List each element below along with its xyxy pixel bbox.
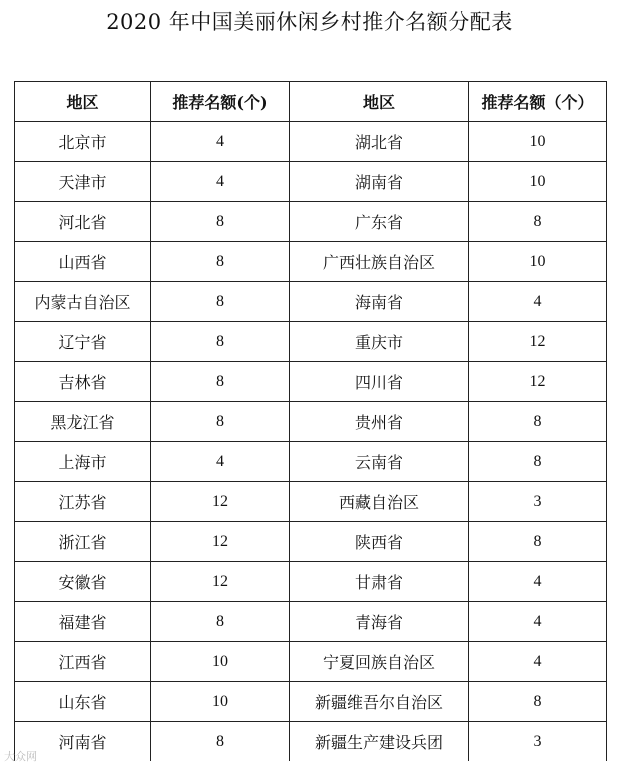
region-right-cell: 贵州省 [290,402,469,442]
table-row [15,682,607,722]
header-region-right: 地区 [290,82,469,122]
region-left-cell: 山东省 [15,682,151,722]
quota-right-cell: 12 [469,322,607,362]
quota-left-cell: 8 [151,722,290,762]
table-row [15,402,607,442]
region-right-cell: 广西壮族自治区 [290,242,469,282]
quota-left-cell: 8 [151,242,290,282]
table-row [15,162,607,202]
table-row [15,722,607,762]
quota-right-cell: 4 [469,282,607,322]
region-right-cell: 陕西省 [290,522,469,562]
table-row [15,362,607,402]
table-row [15,442,607,482]
region-left-cell: 河北省 [15,202,151,242]
quota-right-cell: 8 [469,202,607,242]
header-quota-right: 推荐名额（个） [469,82,607,122]
quota-right-cell: 3 [469,722,607,762]
table-row [15,522,607,562]
quota-left-cell: 12 [151,562,290,602]
region-right-cell: 云南省 [290,442,469,482]
region-right-cell: 四川省 [290,362,469,402]
region-right-cell: 宁夏回族自治区 [290,642,469,682]
quota-left-cell: 8 [151,322,290,362]
watermark: 大众网 [4,750,37,763]
header-region-left: 地区 [15,82,151,122]
quota-left-cell: 8 [151,602,290,642]
region-left-cell: 河南省 [15,722,151,762]
region-right-cell: 湖南省 [290,162,469,202]
quota-left-cell: 12 [151,522,290,562]
region-left-cell: 福建省 [15,602,151,642]
table-row [15,562,607,602]
table-row [15,482,607,522]
quota-left-cell: 8 [151,362,290,402]
region-left-cell: 天津市 [15,162,151,202]
region-right-cell: 西藏自治区 [290,482,469,522]
quota-table [14,81,607,761]
table-row [15,602,607,642]
quota-left-cell: 8 [151,402,290,442]
table-row [15,122,607,162]
region-right-cell: 新疆生产建设兵团 [290,722,469,762]
region-right-cell: 重庆市 [290,322,469,362]
region-left-cell: 内蒙古自治区 [15,282,151,322]
table-row [15,242,607,282]
quota-right-cell: 10 [469,162,607,202]
page-title: 2020 年中国美丽休闲乡村推介名额分配表 [106,10,513,34]
quota-right-cell: 4 [469,642,607,682]
region-left-cell: 辽宁省 [15,322,151,362]
quota-right-cell: 8 [469,402,607,442]
region-left-cell: 安徽省 [15,562,151,602]
region-right-cell: 甘肃省 [290,562,469,602]
region-left-cell: 吉林省 [15,362,151,402]
quota-right-cell: 4 [469,602,607,642]
quota-left-cell: 4 [151,122,290,162]
quota-left-cell: 4 [151,162,290,202]
quota-right-cell: 4 [469,562,607,602]
region-right-cell: 海南省 [290,282,469,322]
quota-right-cell: 12 [469,362,607,402]
quota-left-cell: 10 [151,642,290,682]
region-left-cell: 黑龙江省 [15,402,151,442]
region-left-cell: 北京市 [15,122,151,162]
region-left-cell: 上海市 [15,442,151,482]
table-row [15,202,607,242]
region-right-cell: 青海省 [290,602,469,642]
region-left-cell: 浙江省 [15,522,151,562]
region-right-cell: 新疆维吾尔自治区 [290,682,469,722]
quota-left-cell: 8 [151,282,290,322]
table-row [15,282,607,322]
quota-right-cell: 10 [469,242,607,282]
quota-left-cell: 4 [151,442,290,482]
quota-left-cell: 10 [151,682,290,722]
quota-right-cell: 8 [469,682,607,722]
quota-left-cell: 12 [151,482,290,522]
quota-right-cell: 8 [469,442,607,482]
region-right-cell: 广东省 [290,202,469,242]
region-right-cell: 湖北省 [290,122,469,162]
region-left-cell: 江西省 [15,642,151,682]
table-row [15,642,607,682]
header-quota-left: 推荐名额(个) [151,82,290,122]
region-left-cell: 江苏省 [15,482,151,522]
table-body [15,122,607,762]
quota-right-cell: 10 [469,122,607,162]
table-header-row [15,82,607,122]
quota-left-cell: 8 [151,202,290,242]
table-row [15,322,607,362]
quota-right-cell: 8 [469,522,607,562]
quota-right-cell: 3 [469,482,607,522]
region-left-cell: 山西省 [15,242,151,282]
